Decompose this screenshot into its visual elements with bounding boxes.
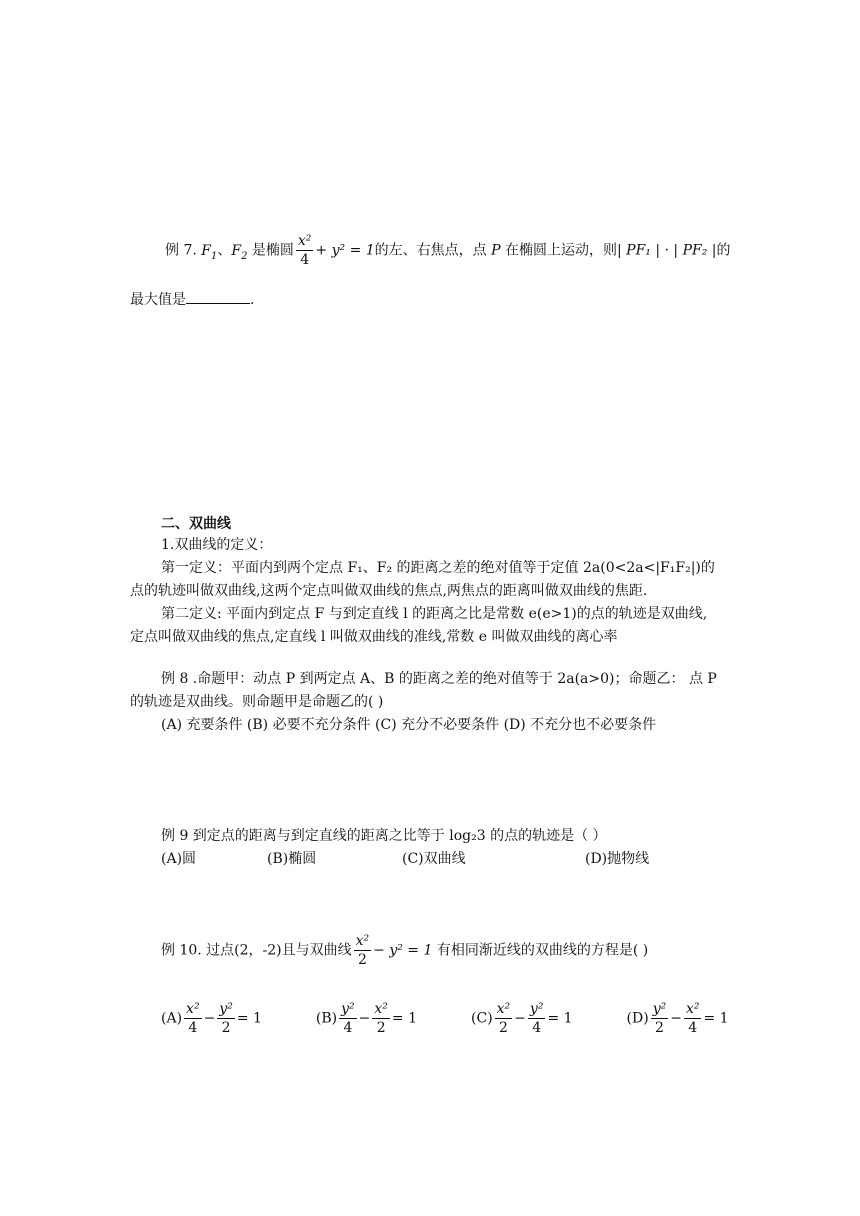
definition-2-line2: 定点叫做双曲线的焦点,定直线 l 叫做双曲线的准线,常数 e 叫做双曲线的离心率 bbox=[130, 629, 618, 645]
example-10-option-a: (A) $\frac{\text{x²}}{4}$ − $\frac{\text{y²}}{2}$ = 1 bbox=[161, 1001, 262, 1036]
focus-f2: $F_2$ bbox=[231, 242, 248, 262]
example-9-line1: 例 9 到定点的距离与到定直线的距离之比等于 log₂3 的点的轨迹是（ ） bbox=[161, 828, 607, 844]
example-10-options bbox=[161, 1000, 729, 1037]
example-10-option-d: (D) $\frac{\text{y²}}{2}$ − $\frac{\text{x²}}{4}$ = 1 bbox=[626, 1001, 729, 1036]
example-10-option-c: (C) $\frac{\text{x²}}{2}$ − $\frac{\text{y²}}{4}$ = 1 bbox=[471, 1001, 573, 1036]
example-7-label: 例 7. bbox=[165, 242, 197, 259]
example-9-option-a: (A)圆 bbox=[161, 851, 197, 867]
definition-2-line1: 第二定义: 平面内到定点 F 与到定直线 l 的距离之比是常数 e(e>1)的点的轨迹是双曲线, bbox=[161, 606, 708, 622]
ellipse-equation-rest: + y² = 1 bbox=[315, 242, 375, 259]
example-8-line1: 例 8 .命题甲：动点 P 到两定点 A、B 的距离之差的绝对值等于 2a(a>0)；命题乙： 点 P bbox=[161, 671, 717, 687]
example-8-line2: 的轨迹是双曲线。则命题甲是命题乙的( ) bbox=[130, 694, 384, 710]
example-9-option-b: (B)椭圆 bbox=[267, 851, 317, 867]
example-9-option-c: (C)双曲线 bbox=[402, 851, 466, 867]
focus-f1: $F_1$ bbox=[201, 242, 218, 262]
definition-1-line2: 点的轨迹叫做双曲线,这两个定点叫做双曲线的焦点,两焦点的距离叫做双曲线的焦距. bbox=[130, 583, 648, 599]
answer-blank[interactable] bbox=[186, 291, 250, 304]
example-9-option-d: (D)抛物线 bbox=[585, 851, 650, 867]
example-10-line1: 例 10. 过点(2，-2)且与双曲线 $\frac{\text{x²}}{2}$ − y² = 1 有相同渐近线的双曲线的方程是( ) bbox=[161, 933, 649, 968]
example-8-options: (A) 充要条件 (B) 必要不充分条件 (C) 充分不必要条件 (D) 不充分也不必要条件 bbox=[161, 717, 657, 733]
example-7-line1: 例 7. $F_1$、$F_2$ 是椭圆 $\frac{\text{x²}}{4}$ + y² = 1的左、右焦点，点 P 在椭圆上运动，则| PF₁ | · | PF₂ |的 bbox=[165, 233, 731, 268]
definition-1-line1: 第一定义：平面内到两个定点 F₁、F₂ 的距离之差的绝对值等于定值 2a(0<2a<|F₁F₂|)的 bbox=[161, 560, 715, 576]
definition-title: 1.双曲线的定义： bbox=[161, 537, 273, 553]
hyperbola-fraction: $\frac{\text{x²}}{2}$ bbox=[355, 933, 370, 968]
section-heading: 二、双曲线 bbox=[161, 516, 231, 532]
ellipse-fraction: $\frac{\text{x²}}{4}$ bbox=[297, 233, 312, 268]
product-expression: | PF₁ | · | PF₂ | bbox=[617, 242, 717, 259]
example-10-option-b: (B) $\frac{\text{y²}}{4}$ − $\frac{\text{x²}}{2}$ = 1 bbox=[315, 1001, 418, 1036]
example-7-line2: 最大值是 . bbox=[130, 292, 255, 308]
